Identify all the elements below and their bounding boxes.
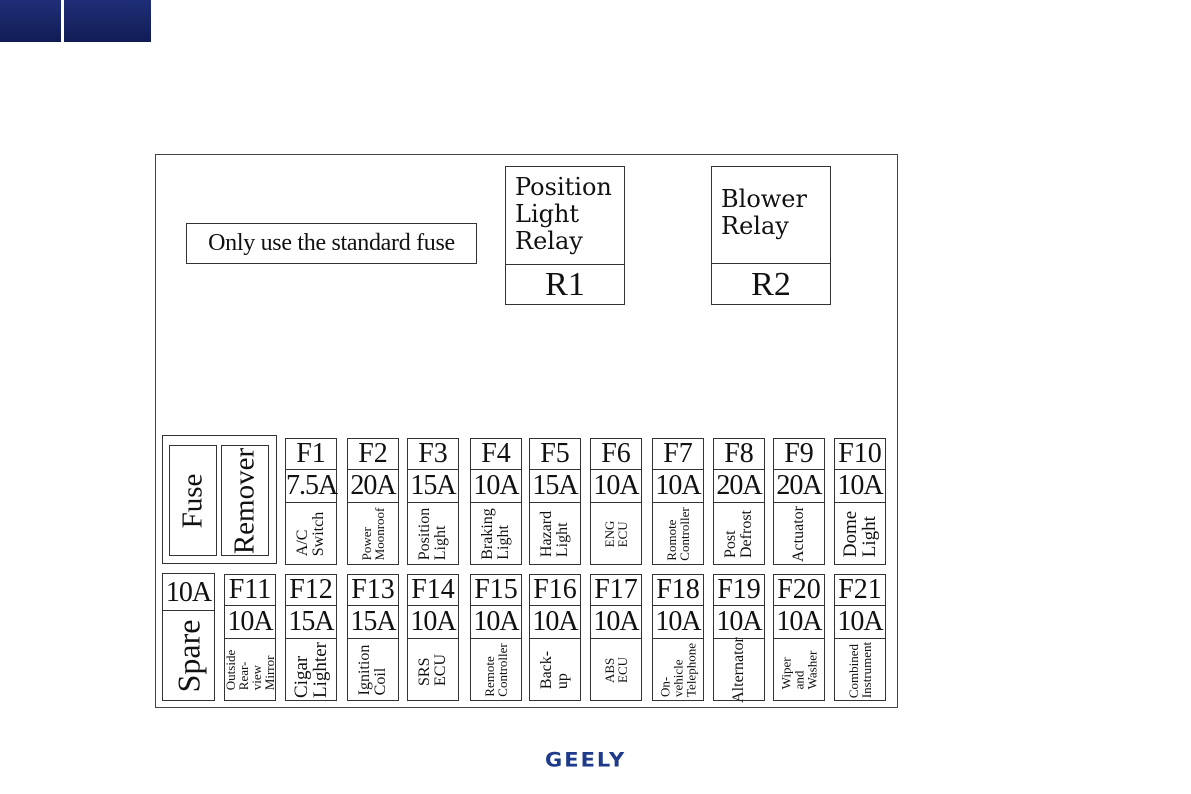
fuse-tool-holder: [162, 435, 277, 564]
fuse-f11: [224, 574, 276, 701]
fuse-f4: [470, 438, 522, 565]
fuse-description: Position Light: [416, 507, 449, 560]
fuse-amperage: 10A: [835, 470, 885, 503]
standard-fuse-note: Only use the standard fuse: [186, 223, 477, 264]
fuse-description: Combined Instrument: [846, 641, 874, 698]
fuse-f21: [834, 574, 886, 701]
fuse-id: F19: [714, 575, 764, 606]
fuse-amperage: 15A: [530, 470, 580, 503]
fuse-description: Alternator: [730, 636, 747, 703]
fuse-amperage: 15A: [408, 470, 458, 503]
fuse-amperage: 7.5A: [286, 470, 338, 501]
fuse-id: F13: [348, 575, 398, 606]
fuse-amperage: 20A: [714, 470, 764, 503]
fuse-amperage: 15A: [286, 606, 336, 639]
header-tab-1: [0, 0, 61, 42]
fuse-id: F9: [774, 439, 824, 470]
fuse-description: On-vehicle Telephone: [657, 642, 699, 697]
fuse-description: Power Moonroof: [359, 507, 387, 560]
fuse-description: Outside Rear- view Mirror: [223, 649, 277, 690]
fuse-description: Actuator: [790, 505, 807, 562]
fuse-f19: [713, 574, 765, 701]
fuse-f6: [590, 438, 642, 565]
spare-fuse-amp: 10A: [163, 574, 214, 611]
fuse-id: F7: [653, 439, 703, 470]
fuse-id: F16: [530, 575, 580, 606]
fuse-description: Remote Controller: [482, 642, 510, 697]
fuse-amperage: 10A: [530, 606, 580, 639]
spare-fuse: [162, 573, 215, 701]
fuse-description: Back-up: [538, 650, 571, 689]
fuse-description: Romote Controller: [664, 506, 692, 561]
fuse-f15: [470, 574, 522, 701]
fuse-id: F20: [774, 575, 824, 606]
spare-fuse-slot: [169, 445, 217, 556]
fuse-amperage: 10A: [835, 606, 885, 639]
fuse-amperage: 20A: [774, 470, 824, 503]
fuse-id: F2: [348, 439, 398, 470]
fuse-amperage: 10A: [653, 470, 703, 503]
relay-r1-code: R1: [545, 266, 585, 303]
fuse-amperage: 10A: [774, 606, 824, 639]
fuse-description: Wiper and Washer: [778, 650, 820, 689]
fuse-amperage: 20A: [348, 470, 398, 503]
fuse-f20: [773, 574, 825, 701]
fuse-description: Post Defrost: [722, 509, 755, 558]
brand-wordmark: GEELY: [545, 748, 627, 772]
fuse-f13: [347, 574, 399, 701]
fuse-id: F10: [835, 439, 885, 470]
fuse-amperage: 10A: [591, 606, 641, 639]
fuse-f5: [529, 438, 581, 565]
fuse-id: F14: [408, 575, 458, 606]
fuse-description: Dome Light: [840, 510, 880, 557]
fuse-f16: [529, 574, 581, 701]
fuse-description: ABS ECU: [602, 656, 630, 683]
fuse-id: F17: [591, 575, 641, 606]
fuse-f3: [407, 438, 459, 565]
fuse-description: Ignition Coil: [356, 644, 389, 695]
fuse-id: F3: [408, 439, 458, 470]
fuse-description: Cigar Lighter: [291, 641, 331, 698]
relay-r1-name: Position Light Relay: [506, 167, 624, 265]
fuse-id: F12: [286, 575, 336, 606]
relay-r2-name: Blower Relay: [712, 167, 830, 264]
spare-fuse-text: Spare: [170, 619, 206, 692]
fuse-f10: [834, 438, 886, 565]
fuse-id: F15: [471, 575, 521, 606]
geely-logo: [545, 748, 641, 776]
fuse-id: F5: [530, 439, 580, 470]
fuse-amperage: 10A: [471, 470, 521, 503]
fuse-f8: [713, 438, 765, 565]
fuse-amperage: 10A: [714, 606, 764, 639]
fuse-amperage: 10A: [408, 606, 458, 639]
fuse-id: F8: [714, 439, 764, 470]
header-tab-2: [64, 0, 151, 42]
fuse-id: F4: [471, 439, 521, 470]
fuse-id: F1: [286, 439, 336, 470]
fuse-amperage: 10A: [653, 606, 703, 639]
fuse-description: A/C Switch: [294, 511, 327, 556]
fuse-id: F18: [653, 575, 703, 606]
fuse-description: Hazard Light: [538, 510, 571, 557]
fuse-f14: [407, 574, 459, 701]
fuse-amperage: 10A: [225, 606, 275, 639]
fuse-id: F11: [225, 575, 275, 606]
relay-r2-code: R2: [751, 266, 791, 303]
fuse-f7: [652, 438, 704, 565]
spare-fuse-label: Fuse: [176, 473, 209, 528]
fuse-id: F6: [591, 439, 641, 470]
fuse-f17: [590, 574, 642, 701]
fuse-id: F21: [835, 575, 885, 606]
fuse-remover-label: Remover: [228, 447, 261, 554]
fuse-amperage: 10A: [471, 606, 521, 639]
fuse-remover-slot: [221, 445, 269, 556]
fuse-description: Braking Light: [479, 507, 512, 560]
fuse-f12: [285, 574, 337, 701]
fuse-description: ENG ECU: [602, 520, 630, 547]
fuse-f1: [285, 438, 337, 565]
fuse-description: SRS ECU: [416, 653, 449, 686]
fuse-f9: [773, 438, 825, 565]
fuse-amperage: 15A: [348, 606, 398, 639]
fuse-f18: [652, 574, 704, 701]
relay-r1: [505, 166, 625, 305]
fuse-amperage: 10A: [591, 470, 641, 503]
fuse-f2: [347, 438, 399, 565]
relay-r2: [711, 166, 831, 305]
